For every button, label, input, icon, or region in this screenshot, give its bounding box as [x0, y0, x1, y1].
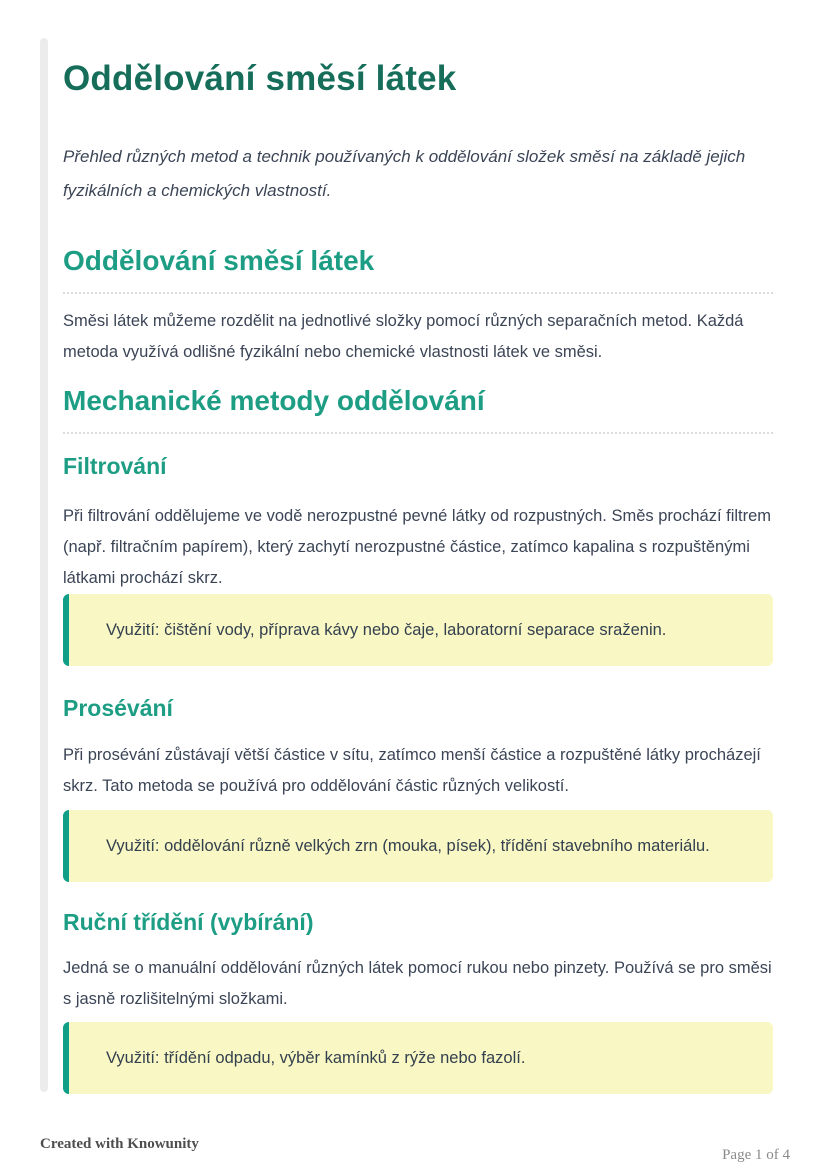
footer-page-number: Page 1 of 4	[722, 1147, 790, 1163]
usage-callout-sieving	[63, 810, 773, 882]
section-heading-overview: Oddělování směsí látek	[63, 244, 773, 294]
page-edge-rail	[40, 38, 48, 1092]
usage-callout-manual-sorting	[63, 1022, 773, 1094]
usage-text: Využití: čištění vody, příprava kávy nebo čaje, laboratorní separace sraženin.	[106, 621, 667, 639]
method-title-manual-sorting: Ruční třídění (vybírání)	[63, 909, 314, 935]
section-heading-mechanical: Mechanické metody oddělování	[63, 384, 773, 434]
overview-paragraph: Směsi látek můžeme rozdělit na jednotlivé složky pomocí různých separačních metod. Každá metoda využívá odlišné fyzikální nebo chemické vlastnosti látek ve směsi.	[63, 312, 744, 361]
document-page	[63, 0, 773, 1094]
method-title-sieving: Prosévání	[63, 695, 173, 721]
usage-text: Využití: třídění odpadu, výběr kamínků z rýže nebo fazolí.	[106, 1049, 526, 1067]
method-title-filtering: Filtrování	[63, 453, 167, 479]
usage-callout-filtering	[63, 594, 773, 666]
document-title: Oddělování směsí látek	[63, 59, 457, 98]
document-intro: Přehled různých metod a technik používaných k oddělování složek směsí na základě jejich fyzikálních a chemických vlastností.	[63, 147, 746, 200]
usage-text: Využití: oddělování různě velkých zrn (mouka, písek), třídění stavebního materiálu.	[106, 837, 710, 855]
method-paragraph-sieving: Při prosévání zůstávají větší částice v sítu, zatímco menší částice a rozpuštěné látky procházejí skrz. Tato metoda se používá pro oddělování částic různých velikostí.	[63, 746, 761, 795]
method-paragraph-filtering: Při filtrování oddělujeme ve vodě nerozpustné pevné látky od rozpustných. Směs prochází filtrem (např. filtračním papírem), který zachytí nerozpustné částice, zatímco kapalina s rozpuštěnými látkami prochází skrz.	[63, 507, 772, 587]
method-paragraph-manual-sorting: Jedná se o manuální oddělování různých látek pomocí rukou nebo pinzety. Používá se pro směsi s jasně rozlišitelnými složkami.	[63, 959, 772, 1008]
footer-branding: Created with Knowunity	[40, 1136, 199, 1152]
